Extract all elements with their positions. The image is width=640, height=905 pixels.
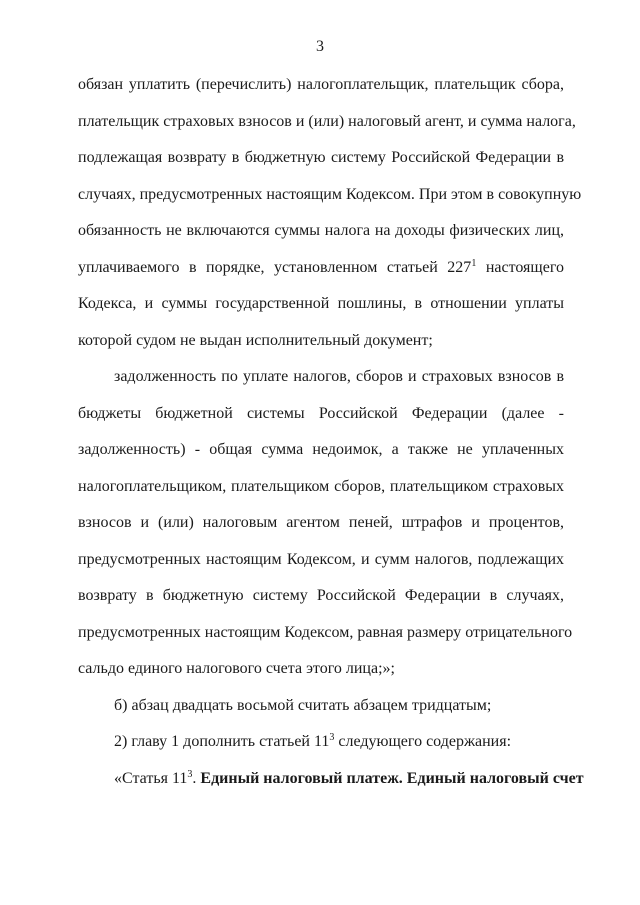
text-line: обязанность не включаются суммы налога на доходы физических лиц, [78, 222, 564, 239]
text-line: б) абзац двадцать восьмой считать абзацем тридцатым; [114, 697, 492, 714]
text-line [114, 732, 564, 752]
text-line: налогоплательщиком, плательщиком сборов, плательщиком страховых [78, 478, 564, 495]
text-line: Кодекса, и суммы государственной пошлины, в отношении уплаты [78, 295, 564, 312]
page-number: 3 [316, 38, 324, 55]
superscript: 3 [187, 769, 193, 780]
superscript: 3 [329, 732, 335, 743]
article-title: Единый налоговый платеж. Единый налоговый счет [200, 770, 584, 787]
text-line: подлежащая возврату в бюджетную систему Российской Федерации в [78, 149, 564, 166]
text-fragment: уплачиваемого в порядке, установленном статьей 227 [78, 259, 472, 276]
text-line: плательщик страховых взносов и (или) налоговый агент, и сумма налога, [78, 113, 576, 130]
text-line [78, 258, 564, 278]
text-fragment: следующего содержания: [334, 733, 512, 750]
text-line: задолженность) - общая сумма недоимок, а также не уплаченных [78, 441, 564, 458]
text-line: бюджеты бюджетной системы Российской Федерации (далее - [78, 405, 564, 422]
superscript: 1 [471, 258, 477, 269]
text-fragment: настоящего [485, 259, 564, 276]
text-line: взносов и (или) налоговым агентом пеней, штрафов и процентов, [78, 514, 564, 531]
text-line: которой судом не выдан исполнительный документ; [78, 332, 433, 349]
text-fragment: «Статья 11 [114, 770, 188, 787]
text-line: обязан уплатить (перечислить) налогоплательщик, плательщик сбора, [78, 76, 564, 93]
text-fragment: . [192, 770, 201, 787]
text-line: возврату в бюджетную систему Российской Федерации в случаях, [78, 587, 564, 604]
text-line: случаях, предусмотренных настоящим Кодексом. При этом в совокупную [78, 186, 582, 203]
text-fragment: 2) главу 1 дополнить статьей 11 [114, 733, 330, 750]
text-line: сальдо единого налогового счета этого лица;»; [78, 660, 395, 677]
article-heading [114, 769, 584, 789]
text-line: задолженность по уплате налогов, сборов и страховых взносов в [114, 368, 564, 385]
text-line: предусмотренных настоящим Кодексом, равная размеру отрицательного [78, 624, 573, 641]
text-line: предусмотренных настоящим Кодексом, и сумм налогов, подлежащих [78, 551, 564, 568]
